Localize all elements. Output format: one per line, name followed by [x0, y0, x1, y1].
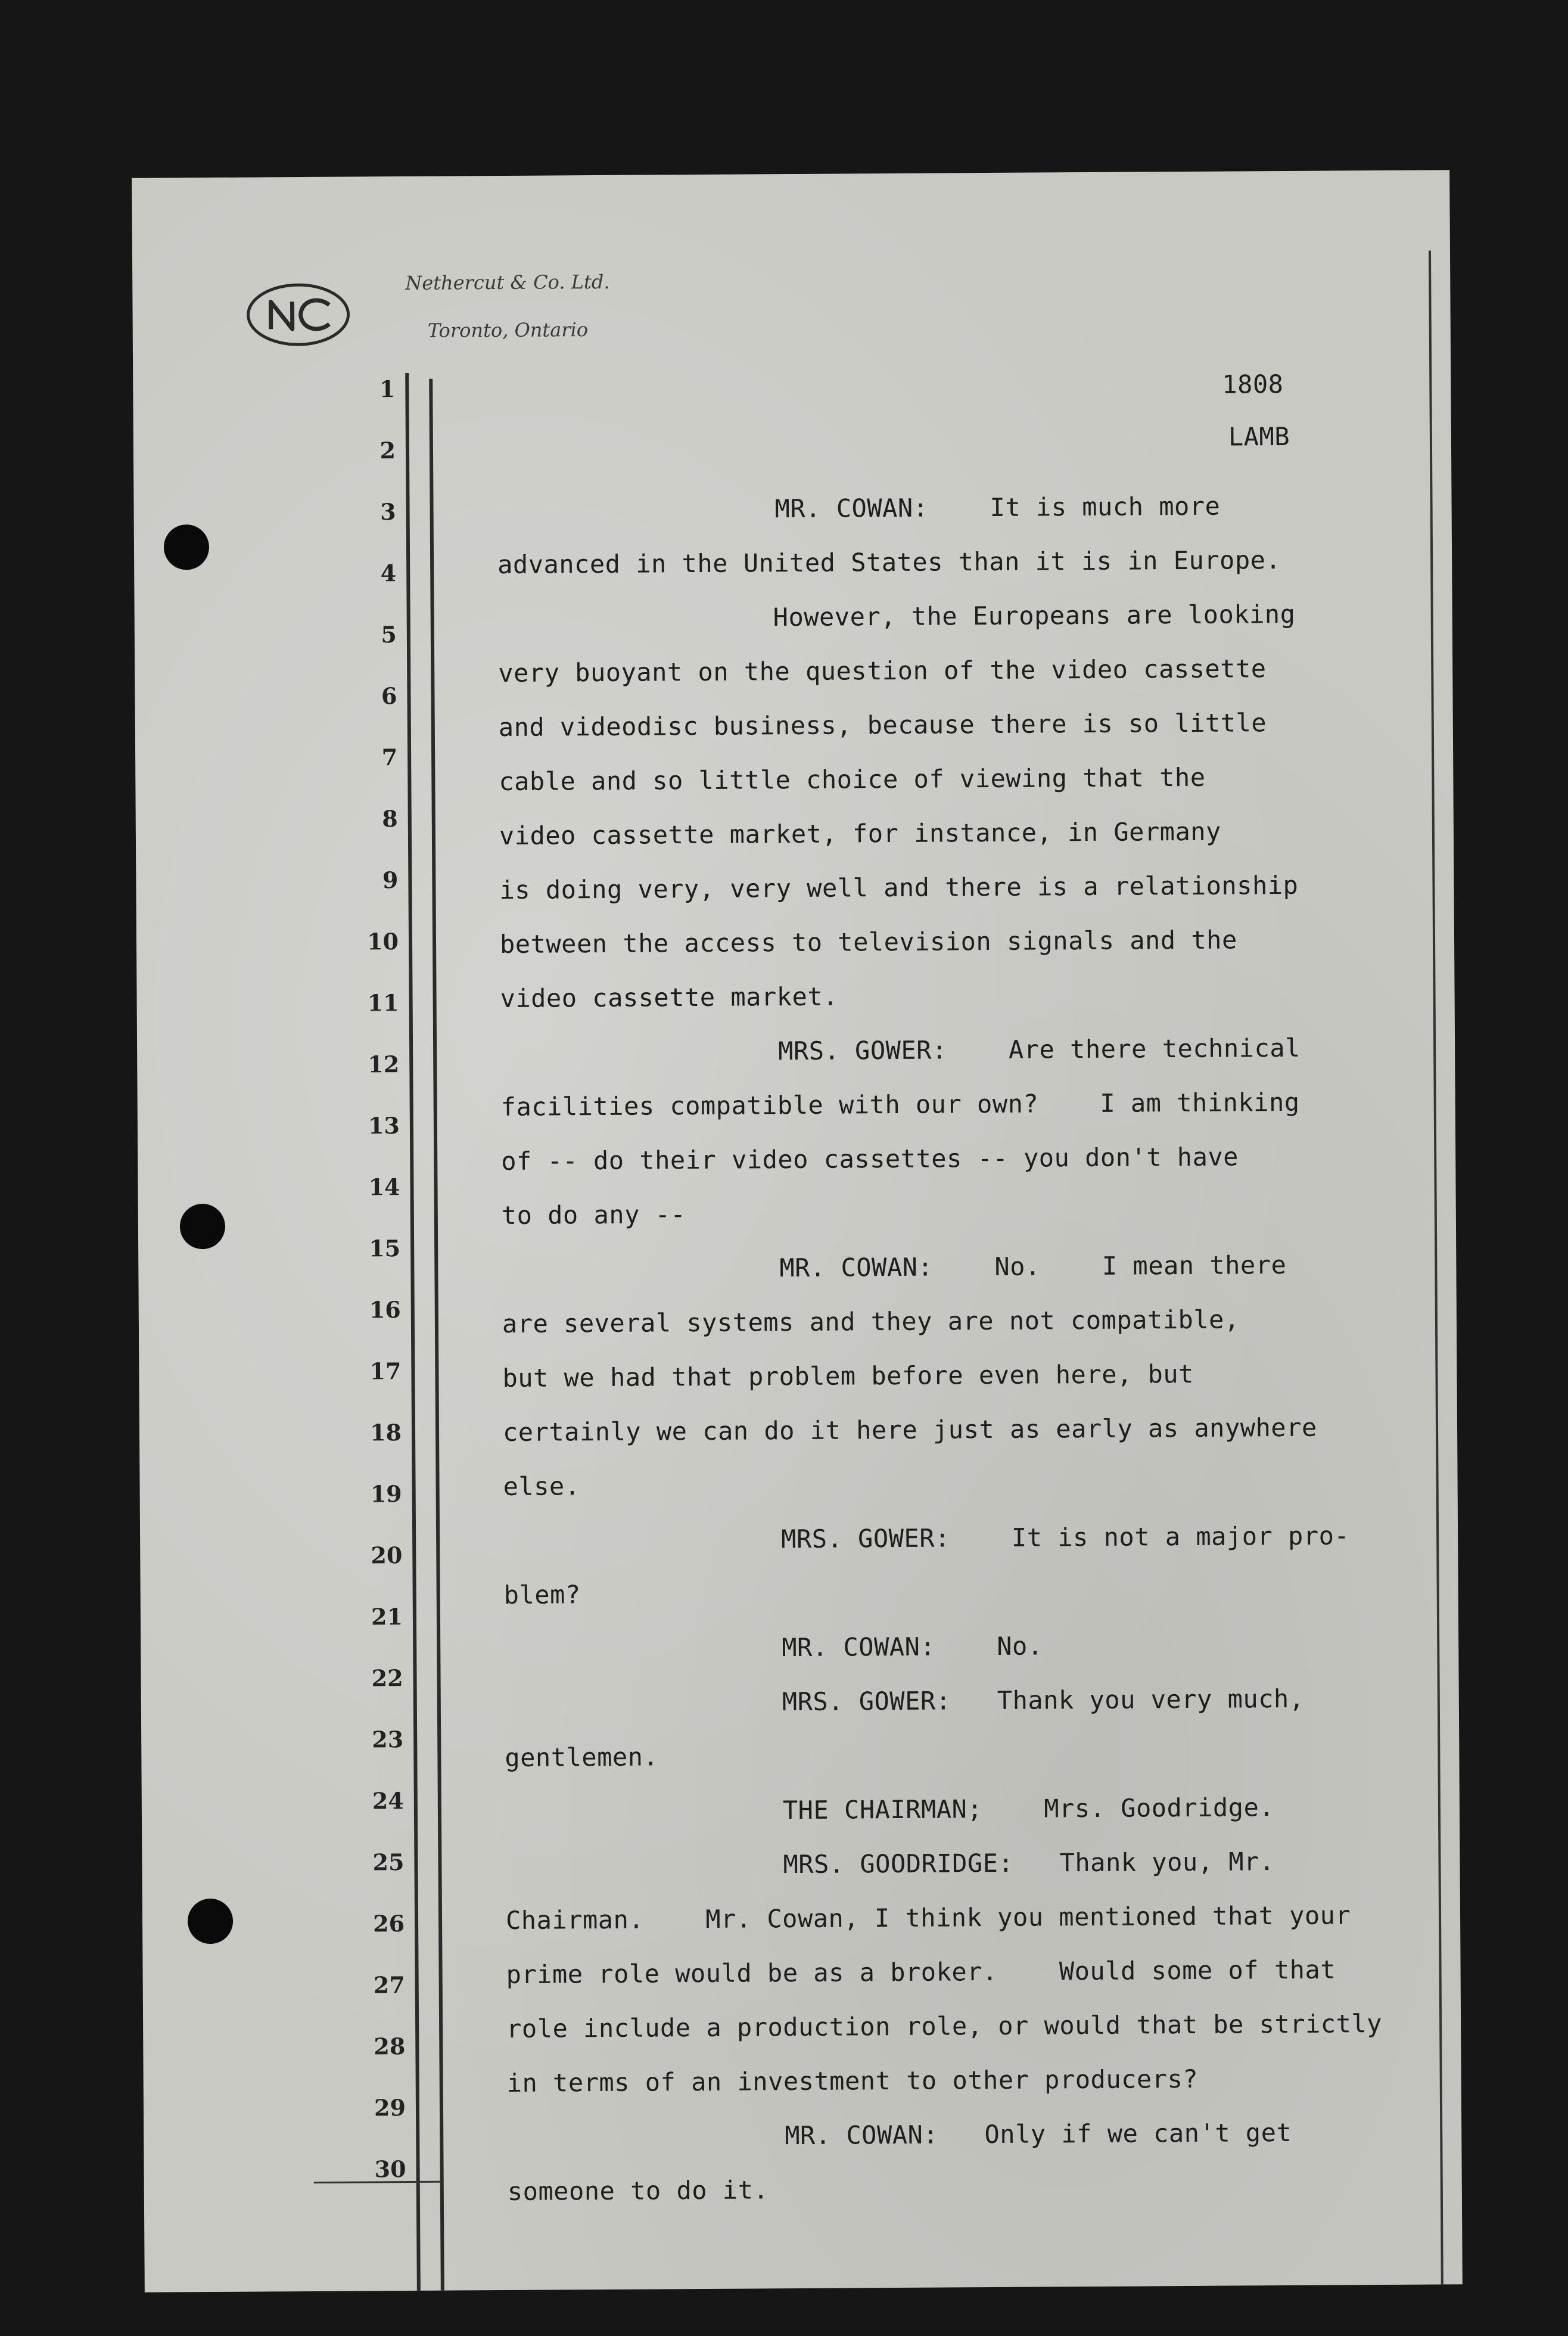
- line-number: 17: [369, 1358, 402, 1385]
- transcript-line: video cassette market.: [500, 981, 839, 1014]
- line-number: 7: [381, 744, 398, 771]
- line-number: 22: [371, 1664, 403, 1692]
- line-number: 30: [374, 2155, 406, 2183]
- line-number: 25: [372, 1849, 405, 1876]
- transcript-line: video cassette market, for instance, in Germany: [499, 816, 1222, 851]
- company-city: Toronto, Ontario: [427, 318, 589, 342]
- transcript-line: between the access to television signals and the: [499, 925, 1237, 959]
- transcript-line: advanced in the United States than it is in Europe.: [497, 545, 1281, 580]
- line-number: 15: [369, 1235, 401, 1262]
- transcript-line: However, the Europeans are looking: [773, 599, 1296, 632]
- line-number: 12: [368, 1051, 400, 1078]
- right-margin-rule: [1429, 250, 1443, 2284]
- transcript-line: but we had that problem before even here, but: [502, 1359, 1194, 1393]
- left-margin-rule-inner: [429, 379, 444, 2291]
- transcript-line: of -- do their video cassettes -- you don't have: [501, 1142, 1239, 1176]
- line-number: 14: [368, 1173, 400, 1201]
- punch-hole-bottom: [188, 1899, 233, 1944]
- transcript-line: is doing very, very well and there is a relationship: [499, 870, 1299, 905]
- speaker-line: MR. COWAN: It is much more: [774, 491, 1221, 524]
- transcript-line: blem?: [503, 1580, 581, 1610]
- line-number: 9: [382, 866, 399, 894]
- line-number: 10: [366, 928, 399, 955]
- line-number: 21: [371, 1603, 403, 1630]
- line-number: 29: [374, 2094, 406, 2121]
- transcript-line: and videodisc business, because there is so little: [498, 708, 1267, 743]
- speaker-line: MR. COWAN: No.: [782, 1631, 1043, 1663]
- transcript-line: facilities compatible with our own? I am thinking: [500, 1087, 1300, 1122]
- line-number: 28: [374, 2033, 406, 2060]
- speaker-line: MR. COWAN: Only if we can't get: [785, 2117, 1292, 2151]
- line-number: 18: [370, 1419, 402, 1446]
- line-number: 24: [372, 1787, 404, 1815]
- transcript-line: someone to do it.: [507, 2175, 769, 2206]
- line-number: 11: [367, 989, 399, 1017]
- transcript-line: in terms of an investment to other producers?: [506, 2064, 1199, 2098]
- speaker-line: MRS. GOWER: It is not a major pro-: [781, 1521, 1350, 1554]
- line-number: 3: [380, 498, 396, 526]
- transcript-line: gentlemen.: [505, 1742, 659, 1773]
- page-number: 1808: [1222, 369, 1284, 399]
- transcript-line: are several systems and they are not compatible,: [502, 1304, 1240, 1339]
- punch-hole-middle: [180, 1204, 225, 1249]
- line-number: 2: [379, 437, 396, 464]
- transcript-line: else.: [503, 1471, 580, 1502]
- transcript-line: to do any --: [501, 1200, 686, 1231]
- transcript-line: prime role would be as a broker. Would some of that: [506, 1955, 1336, 1990]
- transcript-line: role include a production role, or would that be strictly: [506, 2009, 1383, 2044]
- speaker-line: MRS. GOWER: Are there technical: [778, 1033, 1301, 1066]
- line-number: 5: [381, 621, 397, 648]
- punch-hole-top: [164, 524, 209, 570]
- transcript-line: cable and so little choice of viewing that the: [499, 762, 1206, 797]
- speaker-line: MRS. GOODRIDGE: Thank you, Mr.: [783, 1847, 1275, 1880]
- company-name: Nethercut & Co. Ltd.: [405, 270, 610, 294]
- line-number: 20: [371, 1542, 403, 1569]
- line-number: 19: [370, 1480, 402, 1508]
- speaker-line: THE CHAIRMAN; Mrs. Goodridge.: [782, 1793, 1275, 1825]
- nc-logo-seal: [245, 281, 351, 349]
- line-number: 1: [379, 375, 396, 403]
- line-number: 26: [373, 1910, 405, 1937]
- line-number: 13: [368, 1112, 400, 1139]
- line-number: 4: [380, 560, 397, 587]
- transcript-line: very buoyant on the question of the video cassette: [498, 654, 1267, 688]
- line-number: 23: [372, 1726, 404, 1753]
- line-number: 16: [369, 1296, 401, 1324]
- transcript-line: certainly we can do it here just as early as anywhere: [502, 1412, 1317, 1447]
- line-number: 8: [382, 805, 398, 832]
- reporter-initials: LAMB: [1228, 421, 1290, 452]
- transcript-line: Chairman. Mr. Cowan, I think you mentioned that your: [505, 1900, 1351, 1936]
- speaker-line: MR. COWAN: No. I mean there: [779, 1250, 1287, 1283]
- speaker-line: MRS. GOWER: Thank you very much,: [782, 1683, 1305, 1717]
- left-margin-rule: [405, 373, 421, 2291]
- transcript-page: [132, 170, 1463, 2292]
- line-number: 6: [381, 682, 397, 710]
- line-number: 27: [373, 1971, 405, 1999]
